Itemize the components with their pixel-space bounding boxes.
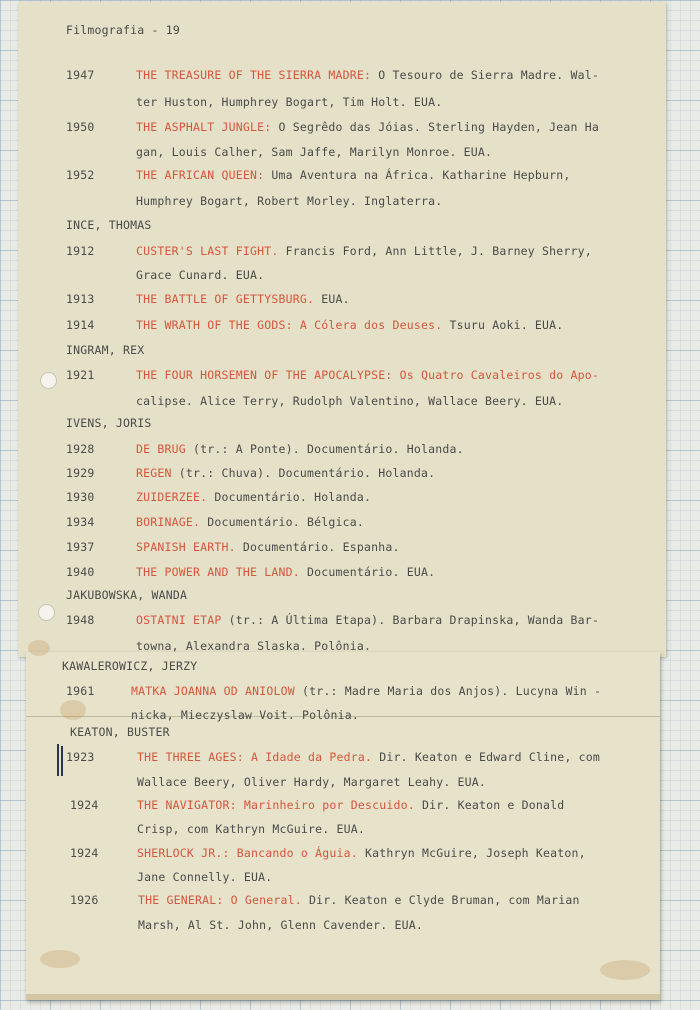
film-details: Kathryn McGuire, Joseph Keaton, (357, 846, 586, 860)
film-details: EUA. (314, 292, 350, 306)
film-year: 1921 (66, 368, 95, 382)
film-year: 1948 (66, 613, 95, 627)
film-details-continued: Wallace Beery, Oliver Hardy, Margaret Leahy. EUA. (137, 775, 487, 789)
film-entry-line (136, 244, 592, 258)
film-year: 1912 (66, 244, 95, 258)
film-year: 1926 (70, 893, 99, 907)
page-header: Filmografia - 19 (66, 23, 180, 37)
film-details: Dir. Keaton e Donald (414, 798, 565, 812)
film-details: Dir. Keaton e Clyde Bruman, com Marian (301, 893, 580, 907)
film-entry-line (136, 318, 563, 332)
film-title: THE FOUR HORSEMEN OF THE APOCALYPSE: Os Quatro Cavaleiros do Apo- (136, 368, 600, 382)
film-title: ZUIDERZEE. (136, 490, 208, 504)
film-year: 1934 (66, 515, 95, 529)
film-entry-line (136, 68, 599, 82)
punch-hole-top (40, 372, 57, 389)
film-year: 1940 (66, 565, 95, 579)
film-year: 1924 (70, 798, 99, 812)
film-title: THE ASPHALT JUNGLE: (136, 120, 272, 134)
film-year: 1924 (70, 846, 99, 860)
film-entry-line (137, 750, 600, 764)
film-entry-line (136, 120, 599, 134)
film-title: CUSTER'S LAST FIGHT. (136, 244, 279, 258)
film-details: Tsuru Aoki. EUA. (442, 318, 564, 332)
film-details: (tr.: A Última Etapa). Barbara Drapinska, Wanda Bar- (221, 613, 600, 627)
director-name: IVENS, JORIS (66, 416, 152, 430)
film-year: 1928 (66, 442, 95, 456)
film-entry-line (136, 515, 364, 529)
film-year: 1923 (66, 750, 95, 764)
film-details-continued: calipse. Alice Terry, Rudolph Valentino, Wallace Beery. EUA. (136, 394, 564, 408)
film-title: MATKA JOANNA OD ANIOLOW (131, 684, 295, 698)
film-details: (tr.: Chuva). Documentário. Holanda. (171, 466, 436, 480)
paper-stain (28, 640, 50, 656)
film-entry-line (136, 292, 350, 306)
film-title: THE NAVIGATOR: Marinheiro por Descuido. (137, 798, 415, 812)
film-title: OSTATNI ETAP (136, 613, 222, 627)
film-title: THE POWER AND THE LAND. (136, 565, 300, 579)
film-entry-line (137, 846, 586, 860)
film-entry-line (136, 565, 435, 579)
film-entry-line (136, 442, 464, 456)
film-entry-line (136, 540, 400, 554)
director-name: KAWALEROWICZ, JERZY (62, 659, 198, 673)
film-details: Documentário. Bélgica. (200, 515, 364, 529)
film-entry-line (136, 490, 371, 504)
paper-stain (60, 700, 86, 720)
film-details: (tr.: A Ponte). Documentário. Holanda. (185, 442, 464, 456)
film-details-continued: nicka, Mieczyslaw Voit. Polônia. (131, 708, 359, 722)
director-name: INCE, THOMAS (66, 218, 152, 232)
film-details-continued: ter Huston, Humphrey Bogart, Tim Holt. EUA. (136, 95, 443, 109)
film-details: (tr.: Madre Maria dos Anjos). Lucyna Win - (294, 684, 602, 698)
pen-mark (57, 744, 59, 776)
film-details: Francis Ford, Ann Little, J. Barney Sherry, (278, 244, 592, 258)
film-year: 1930 (66, 490, 95, 504)
punch-hole-bottom (38, 604, 55, 621)
film-year: 1929 (66, 466, 95, 480)
film-title: THE WRATH OF THE GODS: A Cólera dos Deuses. (136, 318, 443, 332)
film-year: 1947 (66, 68, 95, 82)
paper-stain (600, 960, 650, 980)
film-details: Uma Aventura na África. Katharine Hepburn, (264, 168, 571, 182)
film-title: DE BRUG (136, 442, 186, 456)
film-year: 1961 (66, 684, 95, 698)
film-details: Documentário. EUA. (299, 565, 436, 579)
film-details: O Tesouro de Sierra Madre. Wal- (371, 68, 600, 82)
film-entry-line (131, 684, 601, 698)
film-details-continued: Crisp, com Kathryn McGuire. EUA. (137, 822, 365, 836)
film-title: BORINAGE. (136, 515, 201, 529)
film-entry-line (136, 168, 571, 182)
film-entry-line (136, 368, 599, 382)
film-year: 1914 (66, 318, 95, 332)
film-title: THE THREE AGES: A Idade da Pedra. (137, 750, 373, 764)
film-details: Documentário. Holanda. (207, 490, 372, 504)
film-year: 1937 (66, 540, 95, 554)
director-name: JAKUBOWSKA, WANDA (66, 588, 188, 602)
director-name: INGRAM, REX (66, 343, 145, 357)
film-details-continued: Jane Connelly. EUA. (137, 870, 273, 884)
film-title: REGEN (136, 466, 172, 480)
film-details: O Segrêdo das Jóias. Sterling Hayden, Jean Ha (271, 120, 600, 134)
film-details: Dir. Keaton e Edward Cline, com (372, 750, 601, 764)
film-details-continued: gan, Louis Calher, Sam Jaffe, Marilyn Monroe. EUA. (136, 145, 493, 159)
director-name: KEATON, BUSTER (70, 725, 170, 739)
film-entry-line (136, 466, 435, 480)
film-details-continued: Humphrey Bogart, Robert Morley. Inglaterra. (136, 194, 443, 208)
film-details-continued: Marsh, Al St. John, Glenn Cavender. EUA. (138, 918, 423, 932)
film-title: THE AFRICAN QUEEN: (136, 168, 265, 182)
film-title: THE GENERAL: O General. (138, 893, 302, 907)
film-title: THE BATTLE OF GETTYSBURG. (136, 292, 315, 306)
paper-stain (40, 950, 80, 968)
film-details: Documentário. Espanha. (235, 540, 400, 554)
film-entry-line (136, 613, 599, 627)
film-year: 1913 (66, 292, 95, 306)
film-entry-line (138, 893, 580, 907)
pen-mark (61, 746, 63, 776)
film-year: 1952 (66, 168, 95, 182)
film-entry-line (137, 798, 564, 812)
film-details-continued: Grace Cunard. EUA. (136, 268, 265, 282)
film-year: 1950 (66, 120, 95, 134)
film-details-continued: towna, Alexandra Slaska. Polônia. (136, 639, 372, 653)
film-title: THE TREASURE OF THE SIERRA MADRE: (136, 68, 372, 82)
film-title: SHERLOCK JR.: Bancando o Águia. (137, 846, 358, 860)
film-title: SPANISH EARTH. (136, 540, 236, 554)
